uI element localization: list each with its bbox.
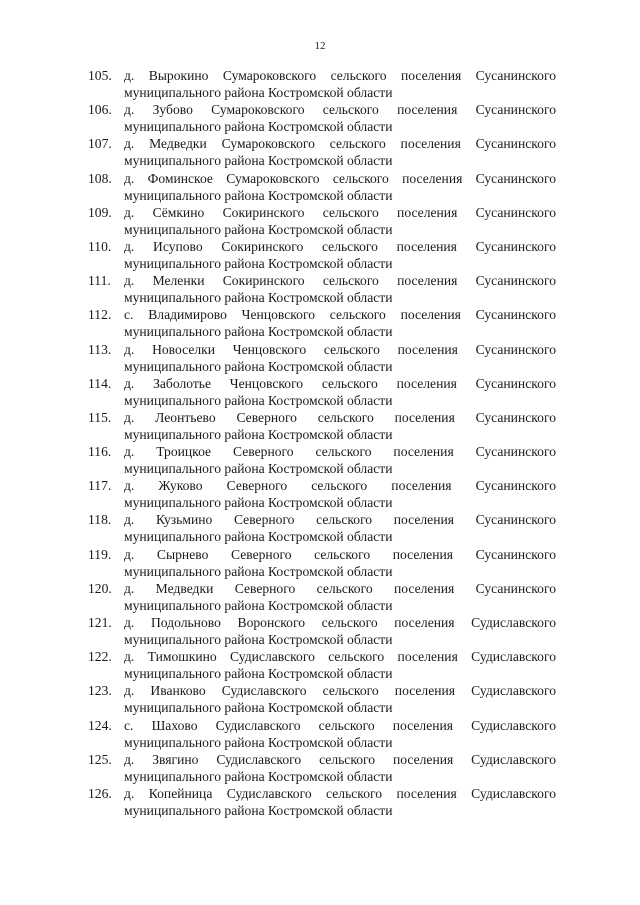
item-number: 120. <box>88 580 112 596</box>
item-number: 112. <box>88 307 112 323</box>
item-settlement-line: д. Меленки Сокиринского сельского поселения Сусанинского <box>124 273 556 289</box>
item-text <box>124 682 556 716</box>
item-number: 118. <box>88 512 112 528</box>
item-text <box>124 580 556 614</box>
item-text <box>124 717 556 751</box>
item-district-line: муниципального района Костромской области <box>124 563 393 579</box>
item-number: 115. <box>88 409 112 425</box>
list-item <box>88 101 556 135</box>
item-number: 111. <box>88 273 111 289</box>
item-number: 121. <box>88 615 112 630</box>
item-text <box>124 67 556 101</box>
item-text <box>124 170 556 204</box>
item-settlement-line: д. Троицкое Северного сельского поселения Сусанинского <box>124 444 556 460</box>
item-number: 107. <box>88 136 112 152</box>
item-settlement-line: д. Леонтьево Северного сельского поселения Сусанинского <box>124 409 556 425</box>
item-number: 122. <box>88 649 112 665</box>
item-district-line: муниципального района Костромской области <box>124 426 393 442</box>
item-number: 124. <box>88 717 112 733</box>
item-number: 126. <box>88 785 112 801</box>
item-number: 113. <box>88 341 112 357</box>
item-district-line: муниципального района Костромской области <box>124 802 393 818</box>
item-text <box>124 375 556 409</box>
item-settlement-line: с. Владимирово Ченцовского сельского поселения Сусанинского <box>124 307 556 323</box>
item-text <box>124 135 556 169</box>
item-text <box>124 341 556 375</box>
item-number: 105. <box>88 68 112 83</box>
item-text <box>124 204 556 238</box>
item-number: 123. <box>88 683 112 699</box>
item-district-line: муниципального района Костромской области <box>124 358 393 374</box>
item-district-line: муниципального района Костромской области <box>124 187 393 203</box>
list-item <box>88 511 556 545</box>
item-settlement-line: д. Кузьмино Северного сельского поселения Сусанинского <box>124 512 556 528</box>
list-item <box>88 614 556 648</box>
item-text <box>124 785 556 819</box>
item-settlement-line: д. Жуково Северного сельского поселения Сусанинского <box>124 478 556 494</box>
item-number: 114. <box>88 375 112 391</box>
item-number: 119. <box>88 546 112 562</box>
item-number: 116. <box>88 444 112 460</box>
item-district-line: муниципального района Костромской области <box>124 119 393 135</box>
item-district-line: муниципального района Костромской области <box>124 495 393 511</box>
item-district-line: муниципального района Костромской области <box>124 290 393 306</box>
list-item <box>88 409 556 443</box>
list-item <box>88 717 556 751</box>
item-settlement-line: д. Сёмкино Сокиринского сельского поселения Сусанинского <box>124 204 556 220</box>
list-item <box>88 204 556 238</box>
item-text <box>124 272 556 306</box>
item-settlement-line: с. Шахово Судиславского сельского поселения Судиславского <box>124 717 556 733</box>
item-text <box>124 751 556 785</box>
item-district-line: муниципального района Костромской области <box>124 632 393 647</box>
settlement-list <box>88 67 556 819</box>
item-settlement-line: д. Новоселки Ченцовского сельского поселения Сусанинского <box>124 341 556 357</box>
list-item <box>88 546 556 580</box>
item-settlement-line: д. Зубово Сумароковского сельского поселения Сусанинского <box>124 102 556 118</box>
item-number: 109. <box>88 204 112 220</box>
item-district-line: муниципального района Костромской области <box>124 221 393 237</box>
list-item <box>88 648 556 682</box>
list-item <box>88 67 556 101</box>
list-item <box>88 272 556 306</box>
item-settlement-line: д. Сырнево Северного сельского поселения Сусанинского <box>124 546 556 562</box>
item-settlement-line: д. Звягино Судиславского сельского поселения Судиславского <box>124 751 556 767</box>
item-settlement-line: д. Вырокино Сумароковского сельского поселения Сусанинского <box>124 68 556 83</box>
list-item <box>88 443 556 477</box>
list-item <box>88 477 556 511</box>
item-text <box>124 511 556 545</box>
item-text <box>124 101 556 135</box>
item-settlement-line: д. Иванково Судиславского сельского поселения Судиславского <box>124 683 556 699</box>
item-number: 125. <box>88 751 112 767</box>
item-district-line: муниципального района Костромской области <box>124 153 393 169</box>
item-district-line: муниципального района Костромской области <box>124 392 393 408</box>
item-settlement-line: д. Исупово Сокиринского сельского поселения Сусанинского <box>124 238 556 254</box>
item-number: 106. <box>88 102 112 118</box>
item-text <box>124 648 556 682</box>
list-item <box>88 785 556 819</box>
item-settlement-line: д. Заболотье Ченцовского сельского поселения Сусанинского <box>124 375 556 391</box>
list-item <box>88 170 556 204</box>
item-district-line: муниципального района Костромской области <box>124 734 393 750</box>
item-district-line: муниципального района Костромской области <box>124 461 393 477</box>
list-item <box>88 135 556 169</box>
item-text <box>124 443 556 477</box>
item-district-line: муниципального района Костромской области <box>124 768 393 784</box>
item-text <box>124 614 556 648</box>
item-text <box>124 546 556 580</box>
item-text <box>124 306 556 340</box>
page-number: 12 <box>314 40 326 52</box>
list-item <box>88 375 556 409</box>
item-settlement-line: д. Тимошкино Судиславского сельского поселения Судиславского <box>124 649 556 665</box>
item-text <box>124 409 556 443</box>
item-district-line: муниципального района Костромской области <box>124 324 393 340</box>
item-district-line: муниципального района Костромской области <box>124 700 393 716</box>
list-item <box>88 238 556 272</box>
item-number: 110. <box>88 238 112 254</box>
item-settlement-line: д. Фоминское Сумароковского сельского поселения Сусанинского <box>124 170 556 186</box>
item-settlement-line: д. Копейница Судиславского сельского поселения Судиславского <box>124 785 556 801</box>
list-item <box>88 751 556 785</box>
list-item <box>88 580 556 614</box>
list-item <box>88 341 556 375</box>
item-settlement-line: д. Медведки Сумароковского сельского поселения Сусанинского <box>124 136 556 152</box>
item-settlement-line: д. Подольново Воронского сельского поселения Судиславского <box>124 615 556 630</box>
item-district-line: муниципального района Костромской области <box>124 666 393 682</box>
item-text <box>124 238 556 272</box>
item-number: 117. <box>88 478 112 494</box>
item-settlement-line: д. Медведки Северного сельского поселения Сусанинского <box>124 580 556 596</box>
list-item <box>88 306 556 340</box>
item-district-line: муниципального района Костромской области <box>124 85 393 100</box>
list-item <box>88 682 556 716</box>
item-district-line: муниципального района Костромской области <box>124 255 393 271</box>
item-number: 108. <box>88 170 112 186</box>
item-district-line: муниципального района Костромской области <box>124 597 393 613</box>
item-district-line: муниципального района Костромской области <box>124 529 393 545</box>
item-text <box>124 477 556 511</box>
